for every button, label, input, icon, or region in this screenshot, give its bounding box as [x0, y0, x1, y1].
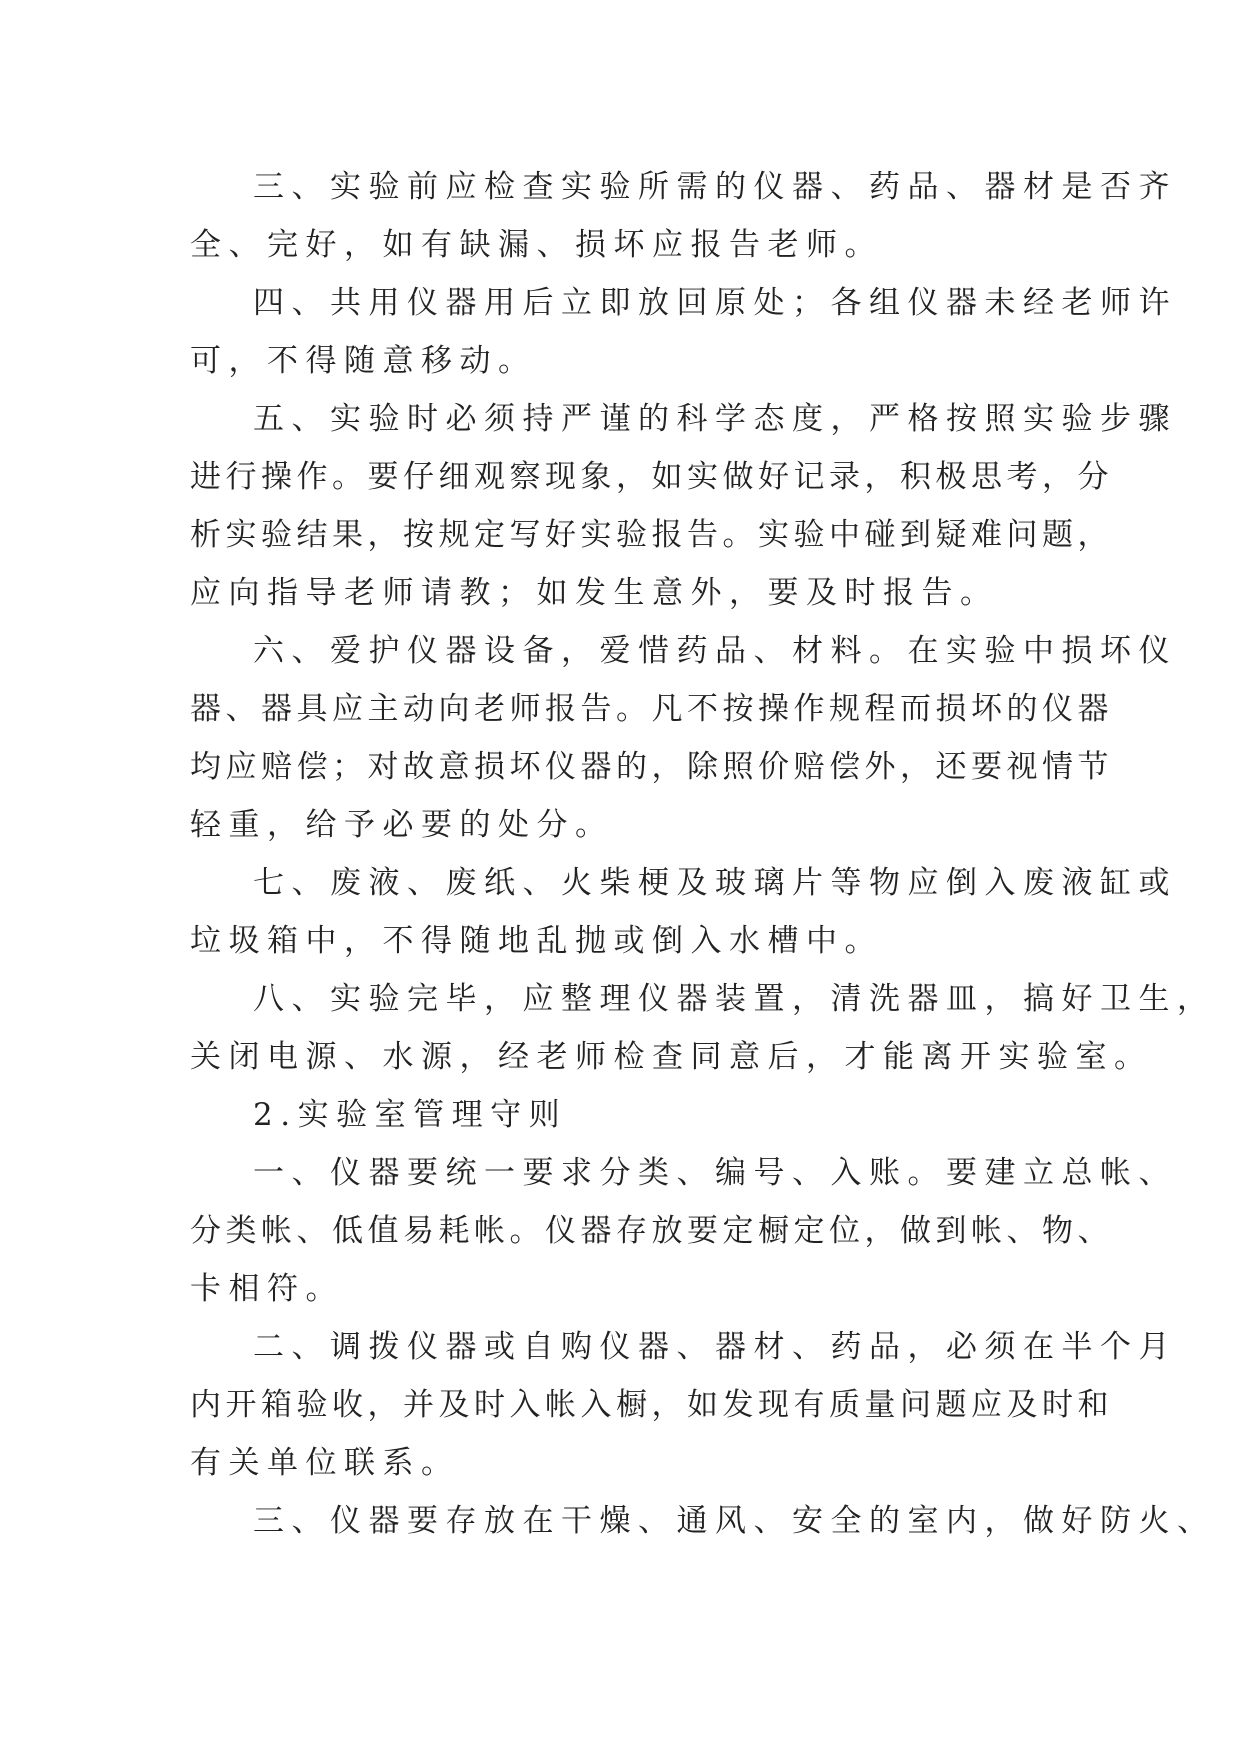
rule-3-line-1: 三、仪器要存放在干燥、通风、安全的室内，做好防火、 — [253, 1503, 1216, 1539]
paragraph-3-line-1: 三、实验前应检查实验所需的仪器、药品、器材是否齐 — [253, 169, 1177, 205]
section-heading: 2.实验室管理守则 — [253, 1097, 568, 1133]
rule-2-line-2: 内开箱验收，并及时入帐入橱，如发现有质量问题应及时和 — [190, 1387, 1113, 1423]
paragraph-8-line-2: 关闭电源、水源，经老师检查同意后，才能离开实验室。 — [190, 1039, 1153, 1075]
paragraph-5-line-3: 析实验结果，按规定写好实验报告。实验中碰到疑难问题， — [190, 517, 1113, 553]
paragraph-6-line-1: 六、爱护仪器设备，爱惜药品、材料。在实验中损坏仪 — [253, 633, 1177, 669]
rule-1-line-2: 分类帐、低值易耗帐。仪器存放要定橱定位，做到帐、物、 — [190, 1213, 1113, 1249]
rule-1-line-1: 一、仪器要统一要求分类、编号、入账。要建立总帐、 — [253, 1155, 1177, 1191]
paragraph-5-line-2: 进行操作。要仔细观察现象，如实做好记录，积极思考，分 — [190, 459, 1113, 495]
paragraph-3-line-2: 全、完好，如有缺漏、损坏应报告老师。 — [190, 227, 883, 263]
paragraph-6-line-3: 均应赔偿；对故意损坏仪器的，除照价赔偿外，还要视情节 — [190, 749, 1113, 785]
paragraph-8-line-1: 八、实验完毕，应整理仪器装置，清洗器皿，搞好卫生， — [253, 981, 1216, 1017]
paragraph-4-line-1: 四、共用仪器用后立即放回原处；各组仪器未经老师许 — [253, 285, 1177, 321]
paragraph-5-line-1: 五、实验时必须持严谨的科学态度，严格按照实验步骤 — [253, 401, 1177, 437]
rule-1-line-3: 卡相符。 — [190, 1271, 344, 1307]
paragraph-7-line-2: 垃圾箱中，不得随地乱抛或倒入水槽中。 — [190, 923, 883, 959]
paragraph-7-line-1: 七、废液、废纸、火柴梗及玻璃片等物应倒入废液缸或 — [253, 865, 1177, 901]
paragraph-6-line-2: 器、器具应主动向老师报告。凡不按操作规程而损坏的仪器 — [190, 691, 1113, 727]
paragraph-5-line-4: 应向指导老师请教；如发生意外，要及时报告。 — [190, 575, 999, 611]
paragraph-4-line-2: 可，不得随意移动。 — [190, 343, 537, 379]
paragraph-6-line-4: 轻重，给予必要的处分。 — [190, 807, 614, 843]
rule-2-line-1: 二、调拨仪器或自购仪器、器材、药品，必须在半个月 — [253, 1329, 1177, 1365]
rule-2-line-3: 有关单位联系。 — [190, 1445, 460, 1481]
